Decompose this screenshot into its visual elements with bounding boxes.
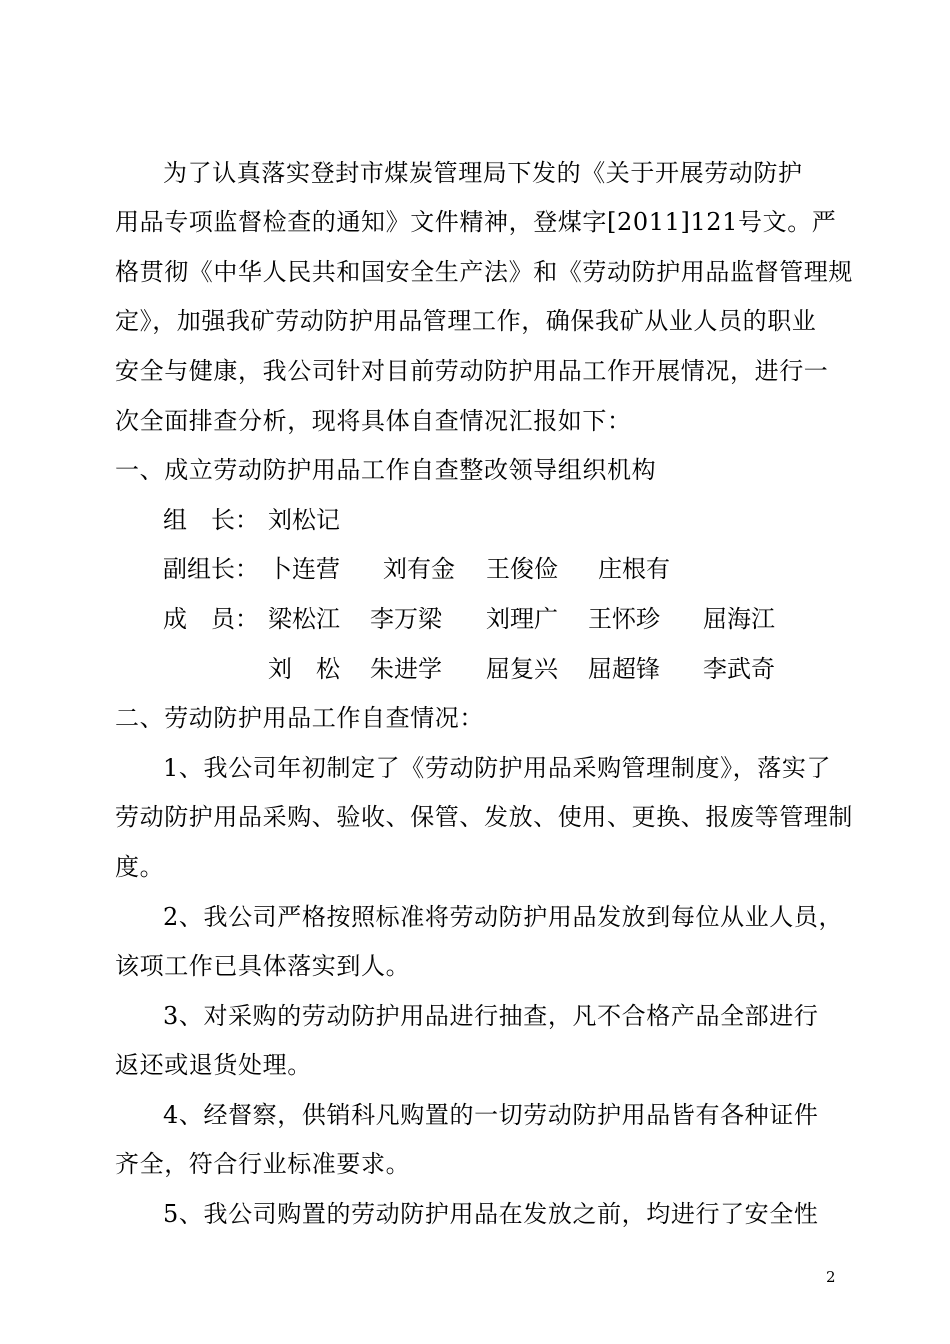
members-label: 成 员： bbox=[163, 605, 259, 633]
item-4-line-1: 4、经督察，供销科凡购置的一切劳动防护用品皆有各种证件 bbox=[163, 1101, 819, 1129]
item-4-line-2: 齐全，符合行业标准要求。 bbox=[115, 1150, 411, 1178]
intro-line-6: 次全面排查分析，现将具体自查情况汇报如下： bbox=[115, 407, 632, 435]
item-1-line-2: 劳动防护用品采购、验收、保管、发放、使用、更换、报废等管理制 bbox=[115, 803, 853, 831]
intro-line-2: 用品专项监督检查的通知》文件精神，登煤字[2011]121号文。严 bbox=[115, 208, 837, 236]
intro-line-3: 格贯彻《中华人民共和国安全生产法》和《劳动防护用品监督管理规 bbox=[115, 258, 853, 286]
item-5-line-1: 5、我公司购置的劳动防护用品在发放之前，均进行了安全性 bbox=[163, 1200, 819, 1228]
deputy-name: 卜连营 bbox=[268, 555, 340, 583]
leader-name: 刘松记 bbox=[268, 506, 340, 534]
item-3-line-1: 3、对采购的劳动防护用品进行抽查，凡不合格产品全部进行 bbox=[163, 1002, 819, 1030]
page-number: 2 bbox=[826, 1268, 836, 1286]
leader-label: 组 长： bbox=[163, 506, 259, 534]
member-name: 刘理广 bbox=[486, 605, 558, 633]
item-1-line-3: 度。 bbox=[115, 853, 165, 881]
section-2-heading: 二、劳动防护用品工作自查情况： bbox=[115, 704, 484, 732]
item-1-line-1: 1、我公司年初制定了《劳动防护用品采购管理制度》，落实了 bbox=[163, 754, 832, 782]
deputy-name: 王俊俭 bbox=[486, 555, 558, 583]
intro-line-4: 定》，加强我矿劳动防护用品管理工作，确保我矿从业人员的职业 bbox=[115, 307, 817, 335]
member-name: 屈海江 bbox=[703, 605, 775, 633]
section-1-heading: 一、成立劳动防护用品工作自查整改领导组织机构 bbox=[115, 456, 657, 484]
item-2-line-1: 2、我公司严格按照标准将劳动防护用品发放到每位从业人员， bbox=[163, 903, 844, 931]
item-3-line-2: 返还或退货处理。 bbox=[115, 1051, 312, 1079]
deputy-name: 庄根有 bbox=[598, 555, 670, 583]
member-name: 刘 松 bbox=[268, 655, 340, 683]
member-name: 王怀珍 bbox=[588, 605, 660, 633]
deputy-name: 刘有金 bbox=[383, 555, 455, 583]
deputy-label: 副组长： bbox=[163, 555, 259, 583]
member-name: 朱进学 bbox=[370, 655, 442, 683]
member-name: 梁松江 bbox=[268, 605, 340, 633]
member-name: 屈复兴 bbox=[486, 655, 558, 683]
intro-line-5: 安全与健康，我公司针对目前劳动防护用品工作开展情况，进行一 bbox=[115, 357, 829, 385]
member-name: 李武奇 bbox=[703, 655, 775, 683]
member-name: 屈超锋 bbox=[588, 655, 660, 683]
member-name: 李万梁 bbox=[370, 605, 442, 633]
item-2-line-2: 该项工作已具体落实到人。 bbox=[115, 952, 411, 980]
intro-line-1: 为了认真落实登封市煤炭管理局下发的《关于开展劳动防护 bbox=[163, 159, 803, 187]
